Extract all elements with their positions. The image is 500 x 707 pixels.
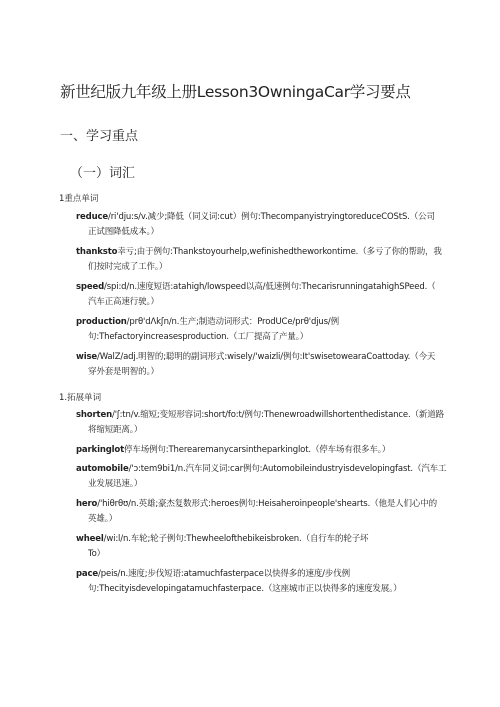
vocab-definition-cont: 将缩短距离。） [88, 425, 143, 435]
vocab-word: wise [76, 352, 97, 362]
subsection-heading-vocabulary: （一）词汇 [70, 166, 136, 181]
vocab-word: production [76, 317, 127, 327]
vocab-entry-pace [76, 567, 444, 597]
vocab-entry-wise [76, 350, 444, 380]
vocab-entry-automobile [76, 462, 447, 492]
vocab-definition: /ri'dju:s/v.减少;降低（同义词:cut）例句:ThecompanyistryingtoreduceCOStS.（公司 [108, 212, 435, 222]
vocab-definition-cont: 句:Thecityisdevelopingatamuchfasterpace.（这座城市正以快得多的速度发展。） [88, 584, 402, 594]
vocab-word: shorten [76, 410, 112, 420]
vocab-entry-hero [76, 497, 444, 527]
vocab-definition: /spi:d/n.速度短语:atahigh/lowspeed以高/低速例句:ThecarisrunningatahighSPeed.（ [104, 282, 436, 292]
vocab-word: parkinglot [76, 445, 125, 455]
vocab-definition-cont: 汽车正高速行驶。） [88, 297, 159, 307]
vocab-definition: 幸亏;由于例句:Thankstoyourhelp,wefinishedtheworkontime.（多亏了你的帮助，我 [117, 247, 442, 257]
vocab-definition: /'hiθrθʊ/n.英雄;豪杰复数形式:heroes例句:Heisaheroinpeople'shearts.（他是人们心中的 [97, 499, 437, 509]
vocab-definition: /WalZ/adj.明智的;聪明的副词形式:wisely/'waizli/例句:It'swisetowearaCoattoday.（今天 [97, 352, 436, 362]
vocab-definition-cont: 穿外套是明智的。） [88, 367, 159, 377]
vocab-definition-cont: 正试图降低成本。） [88, 227, 159, 237]
vocab-definition: 停车场例句:Therearemanycarsintheparkinglot.（停车场有很多车。） [124, 445, 391, 455]
vocab-entry-speed [76, 280, 444, 310]
vocab-word: reduce [76, 212, 108, 222]
vocab-word: automobile [76, 464, 129, 474]
vocab-entry-thanksto [76, 245, 444, 275]
vocab-word: pace [76, 569, 99, 579]
vocab-word: thanksto [76, 247, 118, 257]
vocab-definition: /'ɔ:tem9bi1/n.汽车同义词:car例句:Automobileindustryisdevelopingfast.（汽车工 [128, 464, 447, 474]
vocab-word: wheel [76, 534, 104, 544]
vocab-entry-reduce [76, 210, 444, 240]
section-heading-key-points: 一、学习重点 [60, 129, 139, 144]
vocab-definition-cont: 们按时完成了工作。） [88, 262, 168, 272]
vocab-definition: /peis/n.速度;步伐短语:atamuchfasterpace以快得多的速度/步伐例 [98, 569, 350, 579]
vocab-definition-cont: 业发展迅速。） [88, 479, 143, 489]
vocab-entry-shorten [76, 408, 444, 438]
document-title: 新世纪版九年级上册Lesson3OwningaCar学习要点 [60, 83, 411, 101]
group-label-key-words: 1重点单词 [59, 194, 99, 204]
vocab-definition: /'ʃ:tn/v.缩短;变短形容词:short/fo:t/例句:Thenewroadwillshortenthedistance.（新道路 [111, 410, 444, 420]
vocab-entry-parkinglot [76, 443, 444, 458]
vocab-word: speed [76, 282, 105, 292]
vocab-definition-cont: To） [88, 549, 105, 559]
vocab-entry-wheel [76, 532, 444, 562]
vocab-definition: /prθ'dΛkʃn/n.生产;制造动词形式：ProdUCe/prθ'djus/例 [126, 317, 339, 327]
group-label-extended-words: 1.拓展单词 [59, 393, 102, 403]
vocab-definition: /wi:l/n.车轮;轮子例句:Thewheelofthebikeisbroken.（自行车的轮子坏 [103, 534, 369, 544]
vocab-definition-cont: 句:Thefactoryincreasesproduction.（工厂提高了产量。） [88, 332, 309, 342]
vocab-entry-production [76, 315, 444, 345]
vocab-word: hero [76, 499, 98, 509]
vocab-definition-cont: 英雄。） [88, 514, 118, 524]
